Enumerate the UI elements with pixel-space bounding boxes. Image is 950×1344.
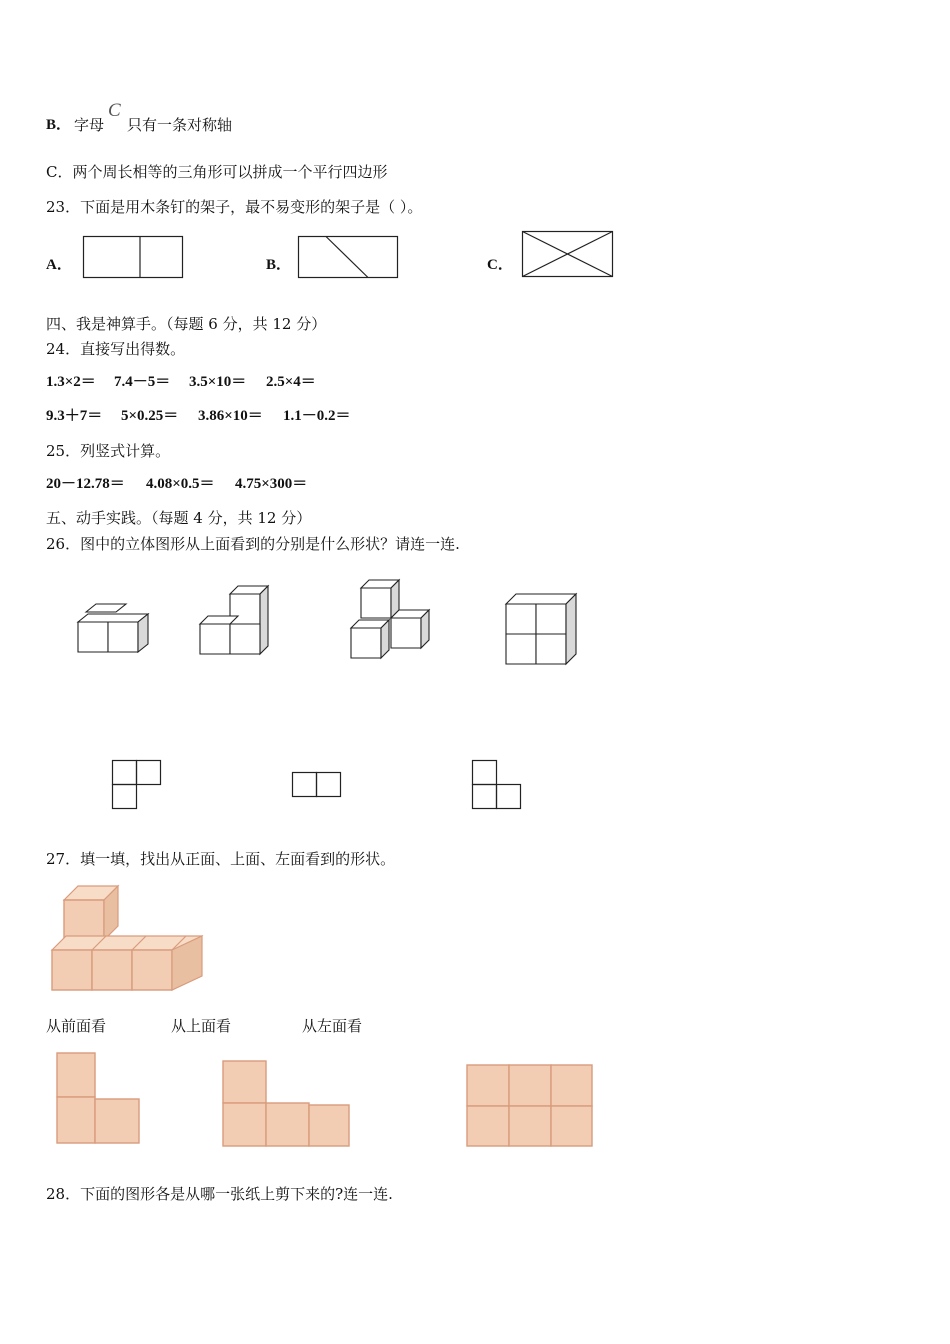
view-shape-2 (222, 1060, 352, 1148)
peach-solid-figure (50, 884, 204, 994)
top-view-shape-2 (292, 772, 342, 798)
calc-item: 2.5×4＝ (266, 374, 316, 390)
question-24-stem: 24．直接写出得数。 (46, 340, 186, 358)
frame-a-figure (83, 236, 184, 278)
calc-item: 1.3×2＝ (46, 374, 96, 390)
section-4-title: 四、我是神算手。（每题 6 分，共 12 分） (46, 315, 327, 333)
calc-item: 5×0.25＝ (121, 408, 179, 424)
section-5-title: 五、动手实践。（每题 4 分，共 12 分） (46, 509, 312, 527)
question-27-stem: 27．填一填，找出从正面、上面、左面看到的形状。 (46, 850, 396, 868)
q23-label-c: C． (487, 257, 513, 273)
frame-b-figure (298, 236, 399, 278)
calc-item: 3.5×10＝ (189, 374, 247, 390)
solid-figure-4 (504, 592, 580, 668)
letter-c: C (108, 100, 121, 121)
question-28-stem: 28．下面的图形各是从哪一张纸上剪下来的?连一连. (46, 1185, 393, 1203)
option-b-label: B． (46, 117, 72, 133)
view-label-top: 从上面看 (171, 1017, 232, 1035)
calc-item: 4.75×300＝ (235, 476, 308, 492)
calc-item: 3.86×10＝ (198, 408, 263, 424)
calc-item: 9.3＋7＝ (46, 408, 103, 424)
view-shape-1 (56, 1052, 142, 1146)
top-view-shape-3 (472, 760, 522, 810)
q23-label-a: A． (46, 257, 72, 273)
question-23-stem: 23．下面是用木条钉的架子，最不易变形的架子是（ ）。 (46, 198, 423, 216)
frame-c-figure (522, 231, 614, 277)
option-c-text: C．两个周长相等的三角形可以拼成一个平行四边形 (46, 163, 388, 181)
q23-label-b: B． (266, 257, 292, 273)
view-label-front: 从前面看 (46, 1017, 107, 1035)
option-b-text-2: 只有一条对称轴 (127, 116, 233, 134)
view-shape-3 (466, 1064, 594, 1148)
solid-figure-2 (198, 584, 272, 658)
view-label-left: 从左面看 (302, 1017, 363, 1035)
solid-figure-3 (349, 576, 433, 662)
question-26-stem: 26．图中的立体图形从上面看到的分别是什么形状？请连一连. (46, 535, 460, 553)
question-25-stem: 25．列竖式计算。 (46, 442, 171, 460)
calc-item: 1.1－0.2＝ (283, 408, 351, 424)
calc-item: 7.4－5＝ (114, 374, 171, 390)
option-b-text: 字母 (74, 116, 105, 134)
solid-figure-1 (76, 602, 152, 654)
calc-item: 4.08×0.5＝ (146, 476, 215, 492)
calc-item: 20－12.78＝ (46, 476, 125, 492)
top-view-shape-1 (112, 760, 162, 810)
